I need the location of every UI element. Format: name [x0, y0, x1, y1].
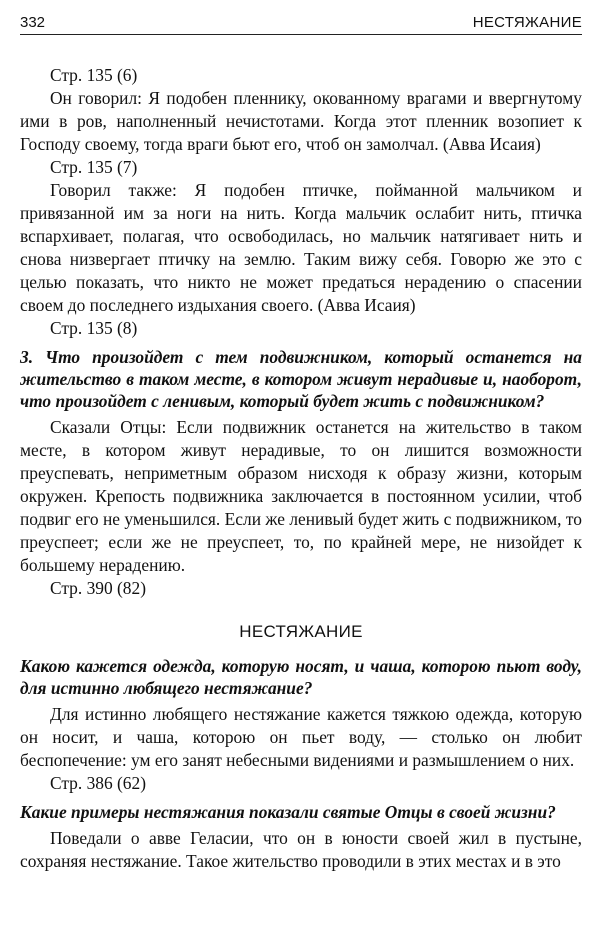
paragraph: Для истинно любящего нестяжание кажется тяжкою одежда, которую он носит, и чаша, которою он пьет воду, — столько он любит беспопечение: ум его занят небесными видениями и размышлением о них.: [20, 704, 582, 770]
question-heading: 3. Что произойдет с тем подвижником, который останется на жительство в таком месте, в котором живут нерадивые и, наоборот, что произойдет с ленивым, который будет жить с подвижником?: [20, 347, 582, 411]
source-reference: Стр. 135 (8): [50, 318, 138, 338]
section-heading: НЕСТЯЖАНИЕ: [239, 622, 363, 641]
paragraph: Говорил также: Я подобен птичке, пойманной мальчиком и привязанной им за ноги на нить. Когда мальчик ослабит нить, птичка вспархивает, полагая, что освободилась, но мальчик натягивает нить и снова низвергает птичку на землю. Таким вижу себя. Говорю же это с целью показать, что никто не может предаться нерадению о спасении своем до последнего издыхания своего. (Авва Исаия): [20, 180, 582, 315]
paragraph: Поведали о авве Геласии, что он в юности своей жил в пустыне, сохраняя нестяжание. Такое жительство проводили в этих местах и в это: [20, 828, 582, 871]
page-content: [20, 64, 582, 873]
paragraph: Сказали Отцы: Если подвижник останется на жительство в таком месте, в котором живут нерадивые, то он лишится возможности преуспевать, неприметным образом нисходя к образу жизни, которым окружен. Крепость подвижника заключается в постоянном усилии, чтоб подвиг его не уменьшился. Если же ленивый будет жить с подвижником, то преуспеет; если же не преуспеет, то, по крайней мере, не низойдет к большему нерадению.: [20, 417, 582, 575]
paragraph: Он говорил: Я подобен пленнику, окованному врагами и ввергнутому ими в ров, наполненный нечистотами. Когда этот пленник возопиет к Господу своему, тогда враги бьют его, чтоб он замолчал. (Авва Исаия): [20, 88, 582, 154]
source-reference: Стр. 390 (82): [50, 578, 146, 598]
source-reference: Стр. 135 (7): [50, 157, 138, 177]
page-number: 332: [20, 14, 46, 31]
source-reference: Стр. 386 (62): [50, 773, 146, 793]
running-title: НЕСТЯЖАНИЕ: [472, 14, 582, 31]
question-heading: Какие примеры нестяжания показали святые Отцы в своей жизни?: [20, 802, 556, 822]
page-header: [20, 12, 582, 35]
question-heading: Какою кажется одежда, которую носят, и чаша, которою пьют воду, для истинно любящего нестяжание?: [20, 656, 582, 698]
source-reference: Стр. 135 (6): [50, 65, 138, 85]
